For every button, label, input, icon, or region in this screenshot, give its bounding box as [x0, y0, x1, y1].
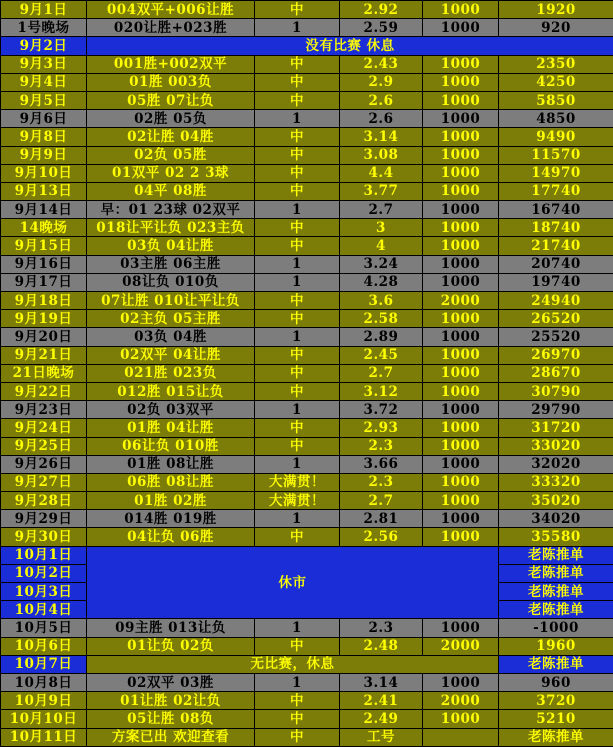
result-cell: 中: [255, 146, 340, 164]
table-row: [1, 455, 613, 473]
stake-cell: 1000: [423, 455, 499, 473]
holiday-block-cell: 休市: [87, 546, 499, 619]
table-row: [1, 437, 613, 455]
date-cell: 9月9日: [1, 146, 87, 164]
balance-cell: 老陈推单: [499, 583, 613, 601]
balance-cell: 5210: [499, 710, 613, 728]
odds-cell: 3.12: [340, 382, 423, 400]
result-cell: 大满贯！: [255, 492, 340, 510]
balance-cell: 26970: [499, 346, 613, 364]
result-cell: 中: [255, 346, 340, 364]
result-cell: 中: [255, 528, 340, 546]
stake-cell: 1000: [423, 528, 499, 546]
picks-cell: 01双平 02 2 3球: [87, 164, 255, 182]
picks-cell: 09主胜 013让负: [87, 619, 255, 637]
table-row: [1, 201, 613, 219]
table-row: [1, 637, 613, 655]
balance-cell: 920: [499, 19, 613, 37]
picks-cell: 012胜 015让负: [87, 382, 255, 400]
odds-cell: 2.58: [340, 310, 423, 328]
picks-cell: 早：01 23球 02双平: [87, 201, 255, 219]
balance-cell: 11570: [499, 146, 613, 164]
date-cell: 9月20日: [1, 328, 87, 346]
table-row: [1, 255, 613, 273]
date-cell: 10月3日: [1, 583, 87, 601]
stake-cell: 1000: [423, 201, 499, 219]
rest-notice-cell: 没有比赛 休息: [87, 37, 613, 55]
odds-cell: 2.48: [340, 637, 423, 655]
stake-cell: 1000: [423, 273, 499, 291]
result-cell: 1: [255, 201, 340, 219]
picks-cell: 03负 04让胜: [87, 237, 255, 255]
table-row: [1, 219, 613, 237]
balance-cell: 5850: [499, 91, 613, 109]
odds-cell: 3.77: [340, 182, 423, 200]
table-row: [1, 37, 613, 55]
balance-cell: 1960: [499, 637, 613, 655]
balance-cell: 31720: [499, 419, 613, 437]
picks-cell: 05胜 07让负: [87, 91, 255, 109]
result-cell: 中: [255, 382, 340, 400]
date-cell: 9月8日: [1, 128, 87, 146]
balance-cell: 30790: [499, 382, 613, 400]
table-row: [1, 619, 613, 637]
table-row: [1, 419, 613, 437]
picks-cell: 01胜 04让胜: [87, 419, 255, 437]
picks-cell: 08让负 010负: [87, 273, 255, 291]
date-cell: 9月29日: [1, 510, 87, 528]
balance-cell: 14970: [499, 164, 613, 182]
date-cell: 9月19日: [1, 310, 87, 328]
stake-cell: 1000: [423, 310, 499, 328]
result-cell: 中: [255, 310, 340, 328]
stake-cell: 1000: [423, 55, 499, 73]
table-row: [1, 673, 613, 691]
date-cell: 10月1日: [1, 546, 87, 564]
odds-cell: 2.43: [340, 55, 423, 73]
table-row: [1, 710, 613, 728]
table-row: [1, 182, 613, 200]
odds-cell: 3.6: [340, 292, 423, 310]
date-cell: 9月5日: [1, 91, 87, 109]
balance-cell: 20740: [499, 255, 613, 273]
balance-cell: 4850: [499, 110, 613, 128]
date-cell: 9月1日: [1, 1, 87, 19]
picks-cell: 02负 03双平: [87, 401, 255, 419]
result-cell: 1: [255, 673, 340, 691]
balance-cell: 28670: [499, 364, 613, 382]
stake-cell: 1000: [423, 182, 499, 200]
picks-cell: 01胜 02胜: [87, 492, 255, 510]
result-cell: 1: [255, 328, 340, 346]
stake-cell: 1000: [423, 382, 499, 400]
date-cell: 9月27日: [1, 473, 87, 491]
balance-cell: 29790: [499, 401, 613, 419]
result-cell: 中: [255, 364, 340, 382]
balance-cell: 19740: [499, 273, 613, 291]
result-cell: 中: [255, 219, 340, 237]
stake-cell: 1000: [423, 401, 499, 419]
stake-cell: 1000: [423, 710, 499, 728]
stake-cell: 1000: [423, 146, 499, 164]
stake-cell: 2000: [423, 637, 499, 655]
picks-cell: 06胜 08让胜: [87, 473, 255, 491]
table-row: [1, 728, 613, 746]
odds-cell: 2.59: [340, 19, 423, 37]
date-cell: 9月13日: [1, 182, 87, 200]
odds-cell: 工号: [340, 728, 423, 746]
result-cell: 1: [255, 19, 340, 37]
balance-cell: 34020: [499, 510, 613, 528]
odds-cell: 3.66: [340, 455, 423, 473]
result-cell: 1: [255, 510, 340, 528]
table-body: [1, 1, 613, 747]
balance-cell: 25520: [499, 328, 613, 346]
result-cell: 中: [255, 182, 340, 200]
balance-cell: 1920: [499, 1, 613, 19]
stake-cell: [423, 728, 499, 746]
rest-notice-cell: 无比赛，休息: [87, 655, 499, 673]
table-row: [1, 528, 613, 546]
odds-cell: 2.41: [340, 692, 423, 710]
result-cell: 中: [255, 91, 340, 109]
date-cell: 9月26日: [1, 455, 87, 473]
table-row: [1, 73, 613, 91]
stake-cell: 1000: [423, 364, 499, 382]
date-cell: 9月22日: [1, 382, 87, 400]
picks-cell: 06让负 010胜: [87, 437, 255, 455]
date-cell: 9月17日: [1, 273, 87, 291]
date-cell: 9月4日: [1, 73, 87, 91]
result-cell: 中: [255, 292, 340, 310]
result-cell: 大满贯！: [255, 473, 340, 491]
odds-cell: 2.3: [340, 437, 423, 455]
result-cell: 中: [255, 728, 340, 746]
balance-cell: 33020: [499, 437, 613, 455]
table-row: [1, 1, 613, 19]
picks-cell: 02让胜 04胜: [87, 128, 255, 146]
table-row: [1, 110, 613, 128]
balance-cell: 21740: [499, 237, 613, 255]
balance-cell: 16740: [499, 201, 613, 219]
picks-cell: 02负 05胜: [87, 146, 255, 164]
odds-cell: 3.14: [340, 128, 423, 146]
result-cell: 中: [255, 164, 340, 182]
stake-cell: 1000: [423, 473, 499, 491]
balance-cell: 18740: [499, 219, 613, 237]
table-row: [1, 164, 613, 182]
balance-cell: 33320: [499, 473, 613, 491]
table-row: [1, 346, 613, 364]
table-row: [1, 273, 613, 291]
stake-cell: 1000: [423, 128, 499, 146]
picks-cell: 05让胜 08负: [87, 710, 255, 728]
stake-cell: 1000: [423, 164, 499, 182]
picks-cell: 04让负 06胜: [87, 528, 255, 546]
date-cell: 9月30日: [1, 528, 87, 546]
date-cell: 9月21日: [1, 346, 87, 364]
odds-cell: 4.28: [340, 273, 423, 291]
date-cell: 10月10日: [1, 710, 87, 728]
odds-cell: 2.56: [340, 528, 423, 546]
balance-cell: 3720: [499, 692, 613, 710]
picks-cell: 04平 08胜: [87, 182, 255, 200]
date-cell: 9月23日: [1, 401, 87, 419]
table-row: [1, 91, 613, 109]
balance-cell: 老陈推单: [499, 564, 613, 582]
odds-cell: 2.81: [340, 510, 423, 528]
stake-cell: 1000: [423, 437, 499, 455]
balance-cell: 老陈推单: [499, 546, 613, 564]
odds-cell: 2.3: [340, 473, 423, 491]
table-row: [1, 146, 613, 164]
result-cell: 中: [255, 73, 340, 91]
odds-cell: 3.24: [340, 255, 423, 273]
odds-cell: 3.14: [340, 673, 423, 691]
picks-cell: 02双平 03胜: [87, 673, 255, 691]
result-cell: 1: [255, 255, 340, 273]
odds-cell: 2.6: [340, 110, 423, 128]
table-row: [1, 692, 613, 710]
stake-cell: 1000: [423, 1, 499, 19]
date-cell: 9月6日: [1, 110, 87, 128]
stake-cell: 2000: [423, 692, 499, 710]
balance-cell: 35580: [499, 528, 613, 546]
stake-cell: 1000: [423, 328, 499, 346]
balance-cell: 9490: [499, 128, 613, 146]
date-cell: 10月11日: [1, 728, 87, 746]
result-cell: 中: [255, 437, 340, 455]
picks-cell: 方案已出 欢迎查看: [87, 728, 255, 746]
stake-cell: 1000: [423, 110, 499, 128]
result-cell: 中: [255, 237, 340, 255]
stake-cell: 1000: [423, 419, 499, 437]
stake-cell: 1000: [423, 255, 499, 273]
stake-cell: 1000: [423, 346, 499, 364]
picks-cell: 021胜 023负: [87, 364, 255, 382]
date-cell: 1号晚场: [1, 19, 87, 37]
table-row: [1, 310, 613, 328]
date-cell: 10月9日: [1, 692, 87, 710]
picks-cell: 014胜 019胜: [87, 510, 255, 528]
table-row: [1, 237, 613, 255]
result-cell: 1: [255, 110, 340, 128]
odds-cell: 4.4: [340, 164, 423, 182]
stake-cell: 1000: [423, 619, 499, 637]
balance-cell: 24940: [499, 292, 613, 310]
odds-cell: 3: [340, 219, 423, 237]
table-row: [1, 655, 613, 673]
balance-cell: 960: [499, 673, 613, 691]
picks-cell: 01让胜 02让负: [87, 692, 255, 710]
result-cell: 1: [255, 619, 340, 637]
date-cell: 9月14日: [1, 201, 87, 219]
odds-cell: 4: [340, 237, 423, 255]
stake-cell: 2000: [423, 292, 499, 310]
picks-cell: 02胜 05负: [87, 110, 255, 128]
picks-cell: 01让负 02负: [87, 637, 255, 655]
result-cell: 1: [255, 455, 340, 473]
table-row: [1, 473, 613, 491]
odds-cell: 2.7: [340, 364, 423, 382]
date-cell: 9月10日: [1, 164, 87, 182]
picks-cell: 02主负 05主胜: [87, 310, 255, 328]
table-row: [1, 19, 613, 37]
picks-cell: 018让平让负 023主负: [87, 219, 255, 237]
result-cell: 中: [255, 55, 340, 73]
stake-cell: 1000: [423, 510, 499, 528]
picks-cell: 02双平 04让胜: [87, 346, 255, 364]
balance-cell: -1000: [499, 619, 613, 637]
stake-cell: 1000: [423, 19, 499, 37]
table-row: [1, 510, 613, 528]
picks-cell: 020让胜+023胜: [87, 19, 255, 37]
odds-cell: 2.93: [340, 419, 423, 437]
result-cell: 中: [255, 637, 340, 655]
stake-cell: 1000: [423, 492, 499, 510]
result-cell: 1: [255, 401, 340, 419]
date-cell: 9月18日: [1, 292, 87, 310]
balance-cell: 2350: [499, 55, 613, 73]
odds-cell: 3.72: [340, 401, 423, 419]
table-row: [1, 55, 613, 73]
balance-cell: 17740: [499, 182, 613, 200]
balance-cell: 老陈推单: [499, 728, 613, 746]
date-cell: 10月5日: [1, 619, 87, 637]
picks-cell: 07让胜 010让平让负: [87, 292, 255, 310]
balance-cell: 26520: [499, 310, 613, 328]
stake-cell: 1000: [423, 73, 499, 91]
date-cell: 10月2日: [1, 564, 87, 582]
odds-cell: 2.45: [340, 346, 423, 364]
date-cell: 9月25日: [1, 437, 87, 455]
date-cell: 10月7日: [1, 655, 87, 673]
balance-cell: 4250: [499, 73, 613, 91]
date-cell: 10月6日: [1, 637, 87, 655]
date-cell: 9月3日: [1, 55, 87, 73]
table-row: [1, 292, 613, 310]
date-cell: 9月24日: [1, 419, 87, 437]
result-cell: 中: [255, 692, 340, 710]
stake-cell: 1000: [423, 673, 499, 691]
result-cell: 中: [255, 710, 340, 728]
odds-cell: 2.6: [340, 91, 423, 109]
picks-cell: 001胜+002双平: [87, 55, 255, 73]
result-cell: 1: [255, 273, 340, 291]
picks-cell: 03主胜 06主胜: [87, 255, 255, 273]
date-cell: 14晚场: [1, 219, 87, 237]
odds-cell: 2.49: [340, 710, 423, 728]
odds-cell: 2.7: [340, 201, 423, 219]
table-row: [1, 128, 613, 146]
stake-cell: 1000: [423, 237, 499, 255]
picks-cell: 01胜 08让胜: [87, 455, 255, 473]
result-cell: 中: [255, 419, 340, 437]
table-row: [1, 328, 613, 346]
table-row: [1, 401, 613, 419]
stake-cell: 1000: [423, 91, 499, 109]
balance-cell: 35020: [499, 492, 613, 510]
odds-cell: 2.89: [340, 328, 423, 346]
result-cell: 中: [255, 1, 340, 19]
date-cell: 9月16日: [1, 255, 87, 273]
odds-cell: 3.08: [340, 146, 423, 164]
result-cell: 中: [255, 128, 340, 146]
date-cell: 10月8日: [1, 673, 87, 691]
picks-cell: 01胜 003负: [87, 73, 255, 91]
date-cell: 9月2日: [1, 37, 87, 55]
balance-cell: 32020: [499, 455, 613, 473]
table-row: [1, 364, 613, 382]
date-cell: 21日晚场: [1, 364, 87, 382]
odds-cell: 2.92: [340, 1, 423, 19]
picks-cell: 03负 04胜: [87, 328, 255, 346]
stake-cell: 1000: [423, 219, 499, 237]
date-cell: 9月15日: [1, 237, 87, 255]
table-row: [1, 546, 613, 564]
picks-cell: 004双平+006让胜: [87, 1, 255, 19]
table-row: [1, 492, 613, 510]
date-cell: 10月4日: [1, 601, 87, 619]
balance-cell: 老陈推单: [499, 601, 613, 619]
odds-cell: 2.7: [340, 492, 423, 510]
date-cell: 9月28日: [1, 492, 87, 510]
odds-cell: 2.9: [340, 73, 423, 91]
table-row: [1, 382, 613, 400]
balance-cell: 老陈推单: [499, 655, 613, 673]
odds-cell: 2.3: [340, 619, 423, 637]
